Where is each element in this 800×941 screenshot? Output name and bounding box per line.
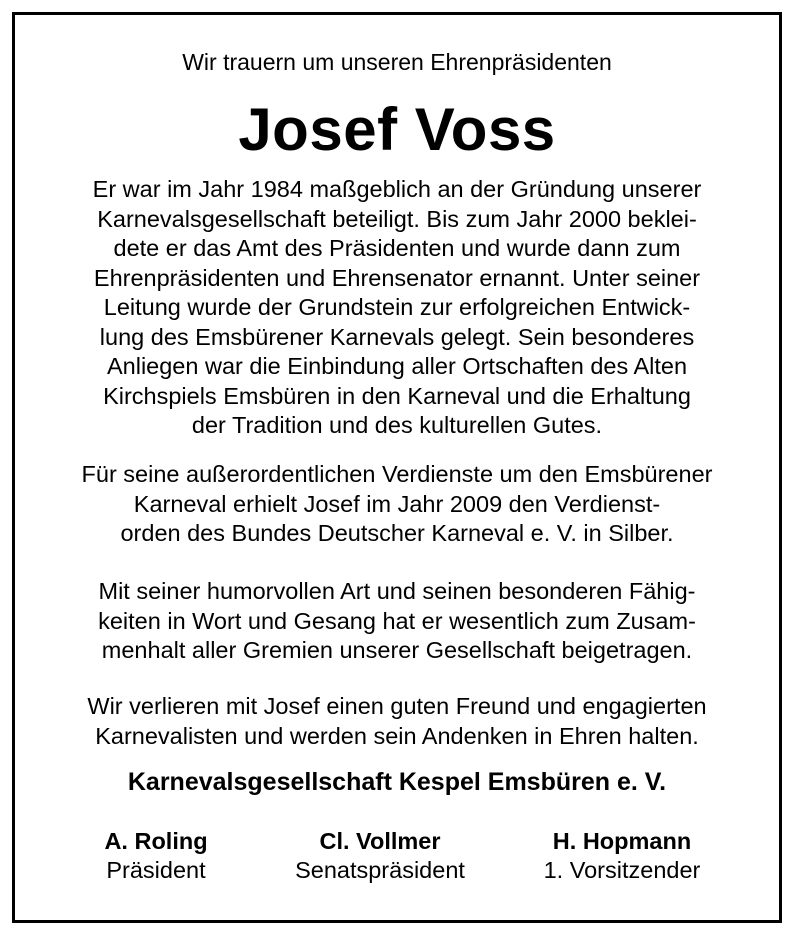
- obituary-notice: [12, 12, 782, 923]
- signer-name: Cl. Vollmer: [319, 828, 441, 854]
- text-line: Ehrenpräsidenten und Ehrensenator ernannt. Unter seiner: [93, 264, 701, 291]
- text-line: Karnevalisten und werden sein Andenken in Ehren halten.: [95, 722, 699, 749]
- organization-name: Karnevalsgesellschaft Kespel Emsbüren e. V.: [127, 768, 667, 796]
- text-line: Karnevalsgesellschaft beteiligt. Bis zum Jahr 2000 beklei-: [97, 205, 697, 232]
- signer-role: Präsident: [106, 857, 206, 883]
- paragraph-character: [15, 577, 779, 666]
- intro-line: Wir trauern um unseren Ehrenpräsidenten: [182, 49, 612, 75]
- text-line: lung des Emsbürener Karnevals gelegt. Sein besonderes: [99, 323, 695, 350]
- signer-block: [260, 827, 500, 885]
- signer-role: 1. Vorsitzender: [543, 857, 701, 883]
- signer-block: [36, 827, 276, 885]
- text-line: Leitung wurde der Grundstein zur erfolgreichen Entwick-: [103, 294, 691, 320]
- signer-name: H. Hopmann: [552, 828, 692, 854]
- signer-block: [502, 827, 742, 885]
- paragraph-biography: [15, 175, 779, 441]
- deceased-name: Josef Voss: [238, 96, 556, 163]
- text-line: Wir verlieren mit Josef einen guten Freund und engagierten: [87, 693, 707, 719]
- text-line: Für seine außerordentlichen Verdienste um den Emsbürener: [81, 461, 713, 487]
- signer-name: A. Roling: [104, 828, 208, 854]
- text-line: Kirchspiels Emsbüren in den Karneval und die Erhaltung: [103, 382, 691, 409]
- text-line: der Tradition und des kulturellen Gutes.: [191, 412, 603, 438]
- text-line: menhalt aller Gremien unserer Gesellschaft beigetragen.: [101, 637, 693, 663]
- text-line: orden des Bundes Deutscher Karneval e. V. in Silber.: [120, 520, 674, 546]
- paragraph-farewell: [15, 692, 779, 751]
- signer-role: Senatspräsident: [295, 857, 465, 883]
- text-line: Karneval erhielt Josef im Jahr 2009 den Verdienst-: [133, 490, 661, 517]
- text-line: dete er das Amt des Präsidenten und wurde dann zum: [113, 235, 681, 261]
- text-line: Er war im Jahr 1984 maßgeblich an der Gründung unserer: [92, 176, 702, 202]
- paragraph-award: [15, 460, 779, 549]
- text-line: Anliegen war die Einbindung aller Ortschaften des Alten: [106, 353, 688, 379]
- text-line: Mit seiner humorvollen Art und seinen besonderen Fähig-: [98, 578, 696, 604]
- text-line: keiten in Wort und Gesang hat er wesentlich zum Zusam-: [98, 607, 696, 634]
